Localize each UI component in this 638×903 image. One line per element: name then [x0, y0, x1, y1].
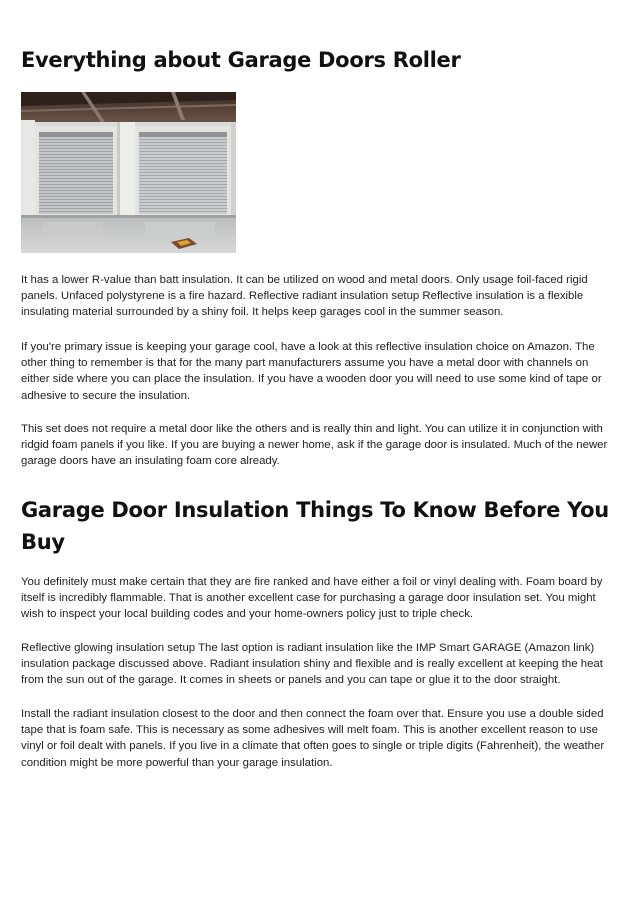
garage-doors-image — [21, 92, 236, 253]
section-heading: Garage Door Insulation Things To Know Before You Buy — [21, 498, 609, 554]
paragraph-3: This set does not require a metal door like the others and is really thin and light. You can utilize it in conjunction with ridgid foam panels if you like. If you are buying a newer home, ask if the garage door is insulated. Much of the newer garage doors have an insulating foam core already. — [21, 423, 608, 468]
paragraph-1: It has a lower R-value than batt insulation. It can be utilized on wood and metal doors. Only usage foil-faced rigid panels. Unfaced polystyrene is a fire hazard. Reflective radiant insulation setup Reflective insulation is a flexible insulating material surrounded by a shiny foil. It helps keep garages cool in the summer season. — [21, 274, 588, 319]
paragraph-4: You definitely must make certain that they are fire ranked and have either a foil or vinyl dealing with. Foam board by itself is incredibly flammable. That is another excellent case for purchasing a garage door insulation set. You might wish to inspect your local building codes and your home-owners policy just to triple check. — [21, 576, 603, 621]
paragraph-6: Install the radiant insulation closest to the door and then connect the foam over that. Ensure you use a double sided tape that is foam safe. This is necessary as some adhesives will melt foam. This is another excellent reason to use vinyl or foil dealt with panels. If you live in a climate that often goes to single or triple digits (Fahrenheit), the weather condition might be more powerful than your garage insulation. — [21, 708, 605, 769]
garage-doors-photo — [21, 92, 236, 253]
paragraph-5: Reflective glowing insulation setup The last option is radiant insulation like the IMP Smart GARAGE (Amazon link) insulation package discussed above. Radiant insulation shiny and flexible and is really excellent at keeping the heat from the sun out of the garage. It comes in sheets or panels and you can tape or glue it to the door straight. — [21, 642, 603, 687]
paragraph-2: If you're primary issue is keeping your garage cool, have a look at this reflective insulation choice on Amazon. The other thing to remember is that for the many part manufacturers assume you have a metal door with channels on either side where you can place the insulation. If you have a wooden door you will need to use some kind of tape or adhesive to secure the insulation. — [21, 341, 602, 402]
page-title: Everything about Garage Doors Roller — [21, 48, 461, 72]
